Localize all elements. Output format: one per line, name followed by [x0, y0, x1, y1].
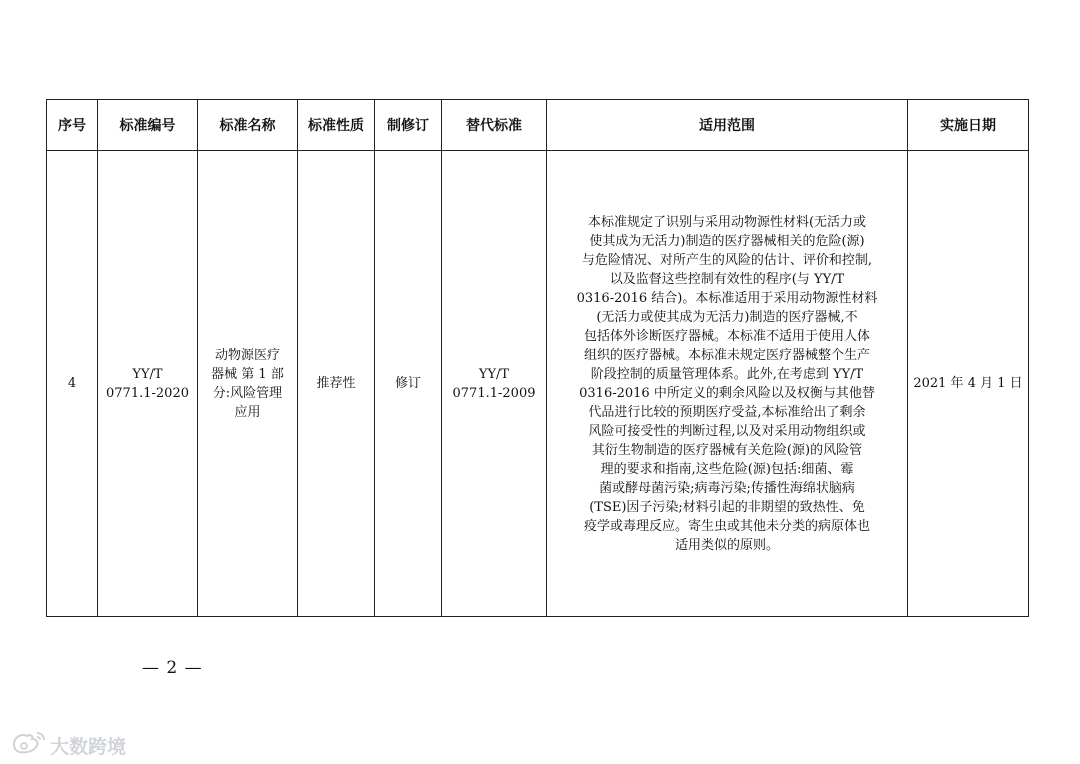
standards-table [46, 99, 1029, 617]
name-line: 分:风险管理 [212, 385, 283, 401]
name-line: 动物源医疗 [214, 347, 280, 363]
header-revision: 制修订 [375, 100, 442, 151]
cell-name [198, 151, 298, 617]
scope-line: 风险可接受性的判断过程,以及对采用动物组织或 [588, 423, 866, 439]
header-date: 实施日期 [908, 100, 1029, 151]
page-number: — 2 — [142, 658, 203, 678]
scope-line: 本标准规定了识别与采用动物源性材料(无活力或 [587, 214, 867, 230]
header-scope: 适用范围 [547, 100, 908, 151]
watermark-text: 大数跨境 [50, 735, 127, 758]
scope-line: 适用类似的原则。 [674, 537, 779, 553]
header-name: 标准名称 [198, 100, 298, 151]
cell-scope [547, 151, 908, 617]
table-row [47, 151, 1029, 617]
scope-line: 使其成为无活力)制造的医疗器械相关的危险(源) [589, 233, 865, 249]
scope-line: (无活力或使其成为无活力)制造的医疗器械,不 [596, 309, 858, 325]
cell-seq: 4 [47, 151, 98, 617]
scope-line: 其衍生物制造的医疗器械有关危险(源)的风险管 [591, 442, 863, 458]
header-nature: 标准性质 [298, 100, 375, 151]
header-code: 标准编号 [98, 100, 198, 151]
cell-nature: 推荐性 [298, 151, 375, 617]
scope-line: 0316-2016 结合)。本标准适用于采用动物源性材料 [576, 290, 878, 306]
scope-line: 代品进行比较的预期医疗受益,本标准给出了剩余 [588, 404, 866, 420]
scope-line: 包括体外诊断医疗器械。本标准不适用于使用人体 [583, 328, 870, 344]
header-replaces: 替代标准 [442, 100, 547, 151]
scope-line: 疫学或毒理反应。寄生虫或其他未分类的病原体也 [583, 518, 870, 534]
header-seq: 序号 [47, 100, 98, 151]
name-line: 应用 [234, 404, 261, 420]
replaces-line: YY/T [478, 366, 510, 382]
code-line: 0771.1-2020 [106, 385, 189, 401]
code-line: YY/T [132, 366, 163, 382]
cell-revision: 修订 [375, 151, 442, 617]
scope-line: 菌或酵母菌污染;病毒污染;传播性海绵状脑病 [599, 480, 855, 496]
scope-line: 理的要求和指南,这些危险(源)包括:细菌、霉 [600, 461, 854, 477]
cell-code [98, 151, 198, 617]
cell-replaces [442, 151, 547, 617]
scope-line: 组织的医疗器械。本标准未规定医疗器械整个生产 [583, 347, 870, 363]
scope-line: (TSE)因子污染;材料引起的非期望的致热性、免 [589, 499, 865, 515]
watermark [10, 730, 126, 760]
name-line: 器械 第 1 部 [211, 366, 284, 382]
scope-line: 与危险情况、对所产生的风险的估计、评价和控制, [581, 252, 873, 268]
table-header-row [47, 100, 1029, 151]
scope-line: 阶段控制的质量管理体系。此外,在考虑到 YY/T [590, 366, 864, 382]
weibo-logo-icon [10, 730, 46, 760]
cell-date: 2021 年 4 月 1 日 [908, 151, 1029, 617]
scope-line: 以及监督这些控制有效性的程序(与 YY/T [609, 271, 845, 287]
scope-line: 0316-2016 中所定义的剩余风险以及权衡与其他替 [579, 385, 875, 401]
replaces-line: 0771.1-2009 [452, 385, 536, 401]
